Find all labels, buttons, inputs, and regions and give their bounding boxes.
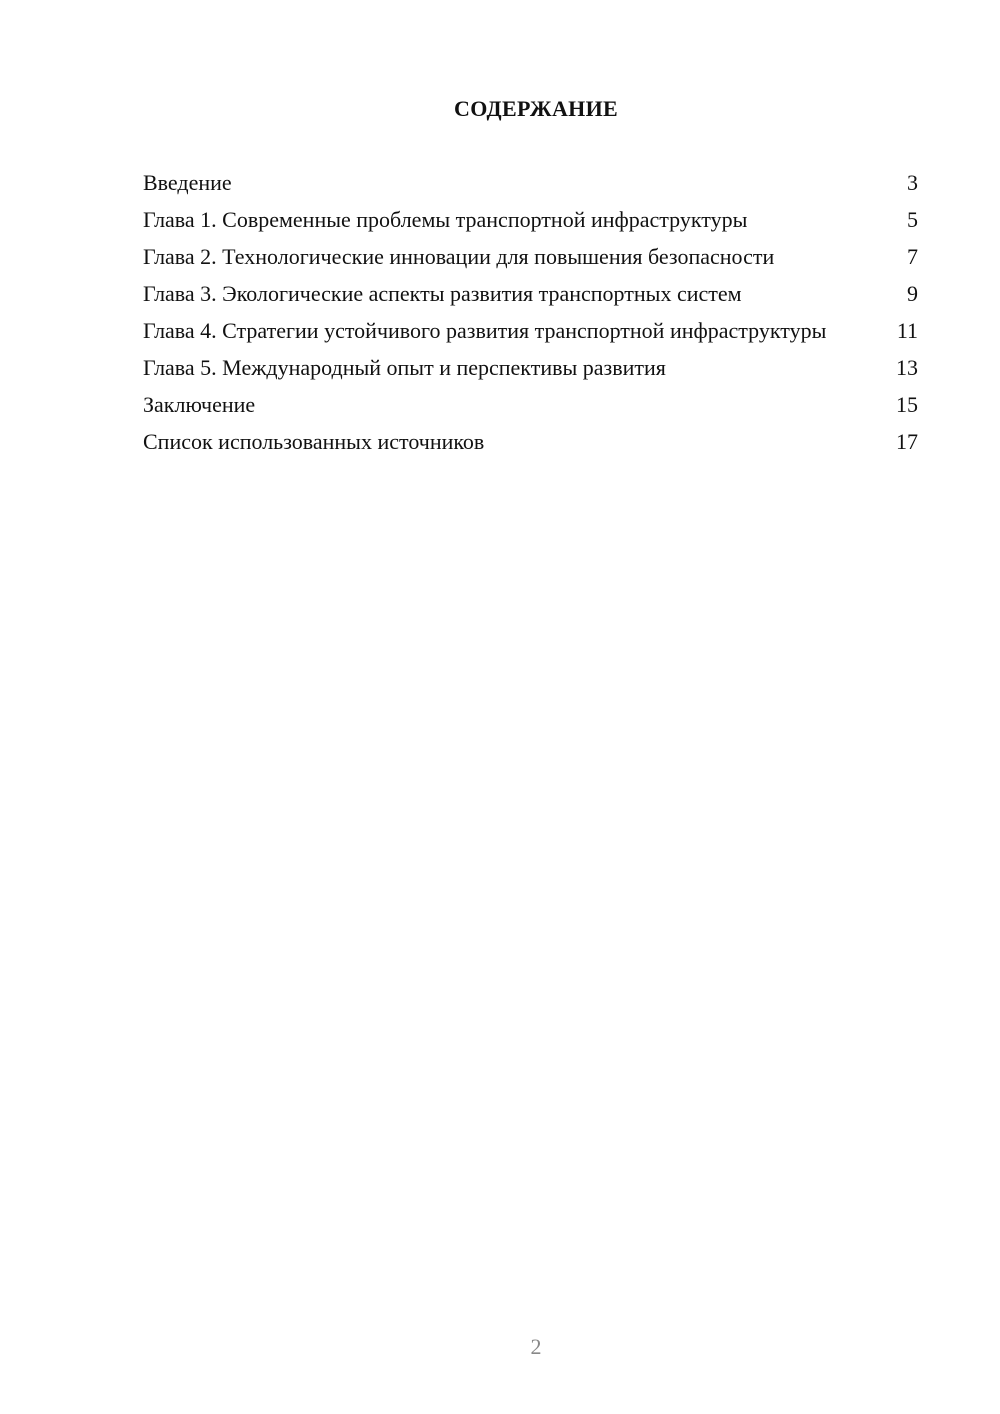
- toc-entry-page: 9: [907, 281, 918, 306]
- table-of-contents: [143, 170, 918, 466]
- toc-entry-chapter-1[interactable]: [143, 207, 918, 233]
- toc-entry-references[interactable]: [143, 429, 918, 455]
- toc-entry-title: Список использованных источников: [143, 429, 485, 454]
- toc-entry-page: 11: [896, 318, 918, 343]
- toc-entry-title: Глава 3. Экологические аспекты развития транспортных систем: [143, 281, 742, 306]
- toc-entry-page: 5: [907, 207, 918, 232]
- toc-entry-title: Глава 4. Стратегии устойчивого развития транспортной инфраструктуры: [143, 318, 827, 343]
- toc-entry-chapter-2[interactable]: [143, 244, 918, 270]
- page-title: СОДЕРЖАНИЕ: [454, 96, 618, 121]
- toc-entry-page: 13: [896, 355, 918, 380]
- page-number: 2: [530, 1334, 542, 1359]
- toc-entry-title: Глава 2. Технологические инновации для повышения безопасности: [143, 244, 775, 269]
- toc-entry-title: Глава 1. Современные проблемы транспортной инфраструктуры: [143, 207, 748, 232]
- toc-entry-title: Введение: [143, 170, 232, 195]
- toc-entry-page: 7: [907, 244, 918, 269]
- toc-entry-conclusion[interactable]: [143, 392, 918, 418]
- toc-entry-page: 3: [907, 170, 918, 195]
- toc-entry-chapter-4[interactable]: [143, 318, 918, 344]
- toc-entry-page: 15: [896, 392, 918, 417]
- toc-entry-chapter-5[interactable]: [143, 355, 918, 381]
- toc-entry-chapter-3[interactable]: [143, 281, 918, 307]
- toc-entry-title: Глава 5. Международный опыт и перспективы развития: [143, 355, 666, 380]
- toc-entry-introduction[interactable]: [143, 170, 918, 196]
- toc-entry-title: Заключение: [143, 392, 256, 417]
- toc-entry-page: 17: [896, 429, 918, 454]
